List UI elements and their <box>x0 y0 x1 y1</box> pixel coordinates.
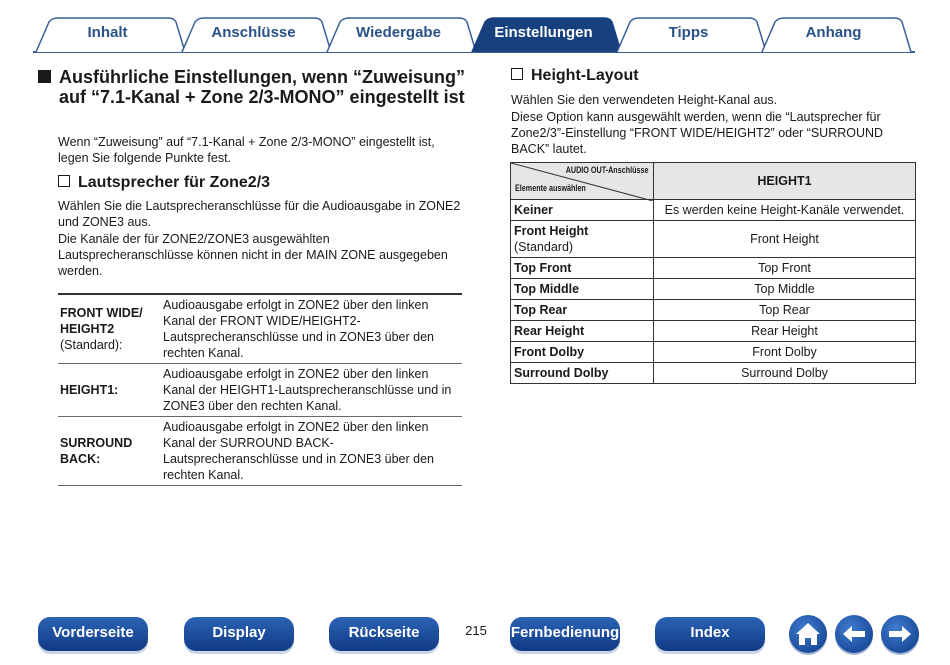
zone-para-1: Wählen Sie die Lautsprecheranschlüsse für die Audioausgabe in ZONE2 und ZONE3 aus. <box>58 199 461 229</box>
row-value: Es werden keine Height-Kanäle verwendet. <box>654 200 916 221</box>
table-row <box>511 363 916 384</box>
diag-top-label: AUDIO OUT-Anschlüsse <box>566 165 649 175</box>
table-row <box>58 294 462 364</box>
square-bullet-icon <box>38 70 51 83</box>
section-heading-text: Ausführliche Einstellungen, wenn “Zuweisung” auf “7.1-Kanal + Zone 2/3-MONO” eingestellt ist <box>59 67 466 107</box>
option-key <box>58 417 163 486</box>
nav-display-button[interactable]: Display <box>184 617 294 651</box>
sub-heading-height-text: Height-Layout <box>531 67 639 84</box>
table-row <box>511 258 916 279</box>
tab-anschluesse[interactable]: Anschlüsse <box>211 24 296 41</box>
tab-einstellungen[interactable]: Einstellungen <box>494 24 593 41</box>
back-button[interactable] <box>835 615 873 653</box>
tab-tipps[interactable]: Tipps <box>668 24 709 41</box>
table-row <box>511 200 916 221</box>
row-key: Front Dolby <box>511 342 654 363</box>
sub-heading-zone-text: Lautsprecher für Zone2/3 <box>78 174 271 191</box>
table-row <box>511 321 916 342</box>
arrow-right-icon <box>881 615 919 653</box>
home-icon <box>789 615 827 653</box>
height-layout-table <box>510 162 916 384</box>
nav-rueckseite-button[interactable]: Rückseite <box>329 617 439 651</box>
row-value: Top Front <box>654 258 916 279</box>
row-key: Rear Height <box>511 321 654 342</box>
option-value: Audioausgabe erfolgt in ZONE2 über den linken Kanal der HEIGHT1-Lautsprecheranschlüsse und in ZONE3 über den rechten Kanal. <box>163 364 462 417</box>
option-key <box>58 294 163 364</box>
row-value: Rear Height <box>654 321 916 342</box>
option-key <box>58 364 163 417</box>
option-key-text: HEIGHT1: <box>60 383 119 397</box>
intro-text: Wenn “Zuweisung” auf “7.1-Kanal + Zone 2/3-MONO” eingestellt ist, legen Sie folgende Punkte fest. <box>58 135 435 165</box>
option-key-text: SURROUND BACK: <box>60 436 133 466</box>
row-key: Top Middle <box>511 279 654 300</box>
home-button[interactable] <box>789 615 827 653</box>
tab-wiedergabe[interactable]: Wiedergabe <box>356 24 441 41</box>
option-key-text: FRONT WIDE/ HEIGHT2 <box>60 306 143 336</box>
row-value: Top Middle <box>654 279 916 300</box>
row-key-text: Front Height <box>514 224 589 238</box>
table-row <box>511 221 916 258</box>
row-value: Surround Dolby <box>654 363 916 384</box>
forward-button[interactable] <box>881 615 919 653</box>
checkbox-icon <box>511 68 523 80</box>
nav-fernbedienung-button[interactable]: Fernbedienung <box>510 617 620 651</box>
table-row <box>511 300 916 321</box>
nav-index-button[interactable]: Index <box>655 617 765 651</box>
table-row <box>58 364 462 417</box>
sub-heading-height <box>511 67 639 85</box>
row-key: Surround Dolby <box>511 363 654 384</box>
height-para-2: Diese Option kann ausgewählt werden, wenn die “Lautsprecher für Zone2/3”-Einstellung “FRONT WIDE/HEIGHT2” oder “SURROUND BACK” lautet. <box>511 110 884 156</box>
checkbox-icon <box>58 175 70 187</box>
row-key: Top Front <box>511 258 654 279</box>
sub-heading-zone <box>58 174 270 192</box>
table-row <box>58 417 462 486</box>
table-row <box>511 342 916 363</box>
diag-bottom-label: Elemente auswählen <box>515 183 586 193</box>
row-value: Top Rear <box>654 300 916 321</box>
diagonal-header-cell <box>511 163 654 200</box>
tab-anhang[interactable]: Anhang <box>805 24 862 41</box>
height-para-1: Wählen Sie den verwendeten Height-Kanal aus. <box>511 93 778 107</box>
option-value: Audioausgabe erfolgt in ZONE2 über den linken Kanal der SURROUND BACK-Lautsprecheranschlüsse und in ZONE3 über den rechten Kanal. <box>163 417 462 486</box>
row-key: Top Rear <box>511 300 654 321</box>
tab-inhalt[interactable]: Inhalt <box>87 24 128 41</box>
tab-bar <box>0 0 950 56</box>
page-number: 215 <box>465 623 487 638</box>
row-value: Front Height <box>654 221 916 258</box>
option-key-sub: (Standard): <box>60 338 123 352</box>
section-heading <box>38 67 478 107</box>
row-key: Keiner <box>511 200 654 221</box>
table-row <box>511 279 916 300</box>
zone-speaker-table <box>58 293 462 486</box>
row-key-sub: (Standard) <box>514 240 574 254</box>
nav-vorderseite-button[interactable]: Vorderseite <box>38 617 148 651</box>
arrow-left-icon <box>835 615 873 653</box>
zone-para-2: Die Kanäle der für ZONE2/ZONE3 ausgewählten Lautsprecheranschlüsse können nicht in der MAIN ZONE ausgegeben werden. <box>58 232 448 278</box>
table-header-row <box>511 163 916 200</box>
row-value: Front Dolby <box>654 342 916 363</box>
row-key <box>511 221 654 258</box>
column-header: HEIGHT1 <box>654 163 916 200</box>
option-value: Audioausgabe erfolgt in ZONE2 über den linken Kanal der FRONT WIDE/HEIGHT2-Lautsprecheranschlüsse und in ZONE3 über den rechten Kanal. <box>163 294 462 364</box>
